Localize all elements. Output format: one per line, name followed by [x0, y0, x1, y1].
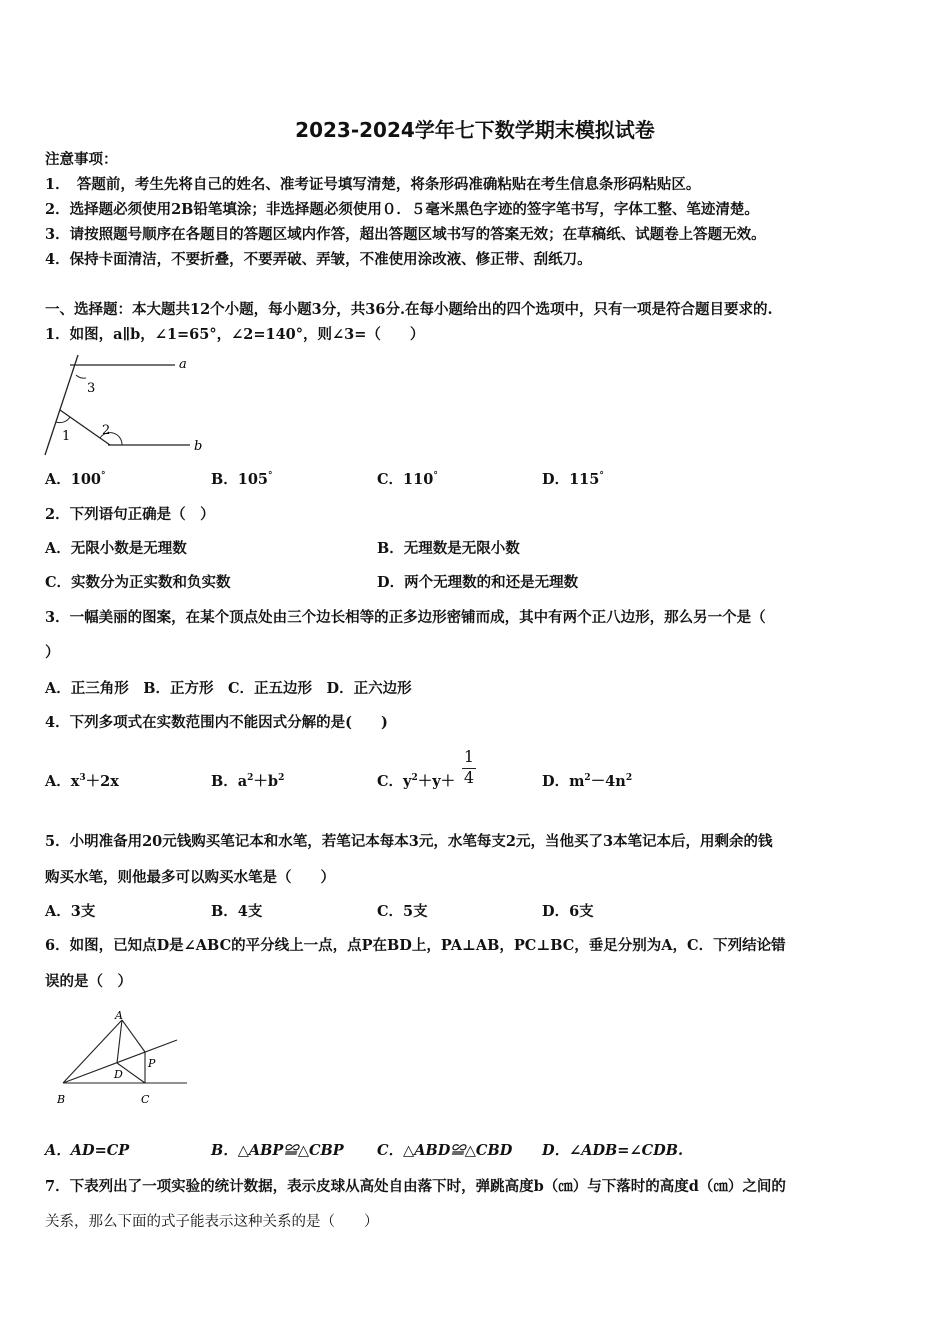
q6-stem-line1: 6．如图，已知点D是∠ABC的平分线上一点，点P在BD上，PA⊥AB，PC⊥BC，垂足分别为A，C．下列结论错 — [45, 937, 786, 954]
q6-fig-label-D: D — [114, 1068, 123, 1081]
section-heading: 一、选择题：本大题共12个小题，每小题3分，共36分.在每小题给出的四个选项中，只有一项是符合题目要求的. — [45, 301, 773, 318]
note-item-4: 4．保持卡面清洁，不要折叠，不要弄破、弄皱，不准使用涂改液、修正带、刮纸刀。 — [45, 251, 592, 268]
q4-stem: 4．下列多项式在实数范围内不能因式分解的是( ) — [45, 714, 388, 731]
q4-option-c: C．$y^2+y+$ — [377, 773, 456, 790]
q5-stem-line2: 购买水笔，则他最多可以购买水笔是（ ） — [45, 869, 335, 886]
q4-fraction-numerator: 1 — [463, 747, 475, 766]
q7-stem-line1: 7．下表列出了一项实验的统计数据，表示皮球从高处自由落下时，弹跳高度b（㎝）与下落时的高度d（㎝）之间的 — [45, 1178, 786, 1195]
q6-fig-label-C: C — [141, 1093, 150, 1106]
q6-fig-label-P: P — [148, 1057, 156, 1070]
q2-option-b: B．无理数是无限小数 — [377, 540, 520, 557]
q4-fraction — [462, 748, 476, 787]
q6-fig-label-A: A — [115, 1009, 123, 1022]
q1-option-d: D．115° — [542, 471, 604, 488]
q2-option-c: C．实数分为正实数和负实数 — [45, 574, 231, 591]
q5-option-d: D．6支 — [542, 903, 594, 920]
q6-option-c: C．△ABD≌△CBD — [377, 1142, 513, 1159]
q1-fig-label-2: 2 — [102, 423, 111, 438]
q1-fig-label-b: b — [194, 439, 203, 454]
q2-option-a: A．无限小数是无理数 — [45, 540, 187, 557]
q1-fig-label-3: 3 — [87, 381, 96, 396]
q4-fraction-denominator: 4 — [463, 768, 475, 787]
q1-option-c: C．110° — [377, 471, 438, 488]
q5-option-a: A．3支 — [45, 903, 96, 920]
q5-option-c: C．5支 — [377, 903, 428, 920]
q1-figure — [40, 350, 220, 460]
q4-option-b: B．$a^2+b^2$ — [211, 773, 285, 790]
q6-option-d: D．∠ADB=∠CDB. — [542, 1142, 684, 1159]
q6-option-b: B．△ABP≌△CBP — [211, 1142, 344, 1159]
note-item-3: 3．请按照题号顺序在各题目的答题区域内作答，超出答题区域书写的答案无效；在草稿纸、试题卷上答题无效。 — [45, 226, 766, 243]
q2-stem: 2．下列语句正确是（ ） — [45, 506, 215, 523]
q5-stem-line1: 5．小明准备用20元钱购买笔记本和水笔，若笔记本每本3元，水笔每支2元，当他买了3本笔记本后，用剩余的钱 — [45, 833, 773, 850]
q6-fig-label-B: B — [57, 1093, 66, 1106]
q4-option-d: D．$m^2-4n^2$ — [542, 773, 633, 790]
note-item-1: 1． 答题前，考生先将自己的姓名、准考证号填写清楚，将条形码准确粘贴在考生信息条形码粘贴区。 — [45, 176, 701, 193]
q6-stem-line2: 误的是（ ） — [45, 973, 132, 990]
q1-fig-label-a: a — [179, 357, 187, 372]
q1-option-b: B．105° — [211, 471, 273, 488]
q1-option-a: A．100° — [45, 471, 106, 488]
note-item-2: 2．选择题必须使用2B铅笔填涂；非选择题必须使用０．５毫米黑色字迹的签字笔书写，字体工整、笔迹清楚。 — [45, 201, 759, 218]
q2-option-d: D．两个无理数的和还是无理数 — [377, 574, 579, 591]
q3-stem-line1: 3．一幅美丽的图案，在某个顶点处由三个边长相等的正多边形密铺而成，其中有两个正八边形，那么另一个是（ — [45, 609, 766, 626]
q1-stem: 1．如图，a∥b，∠1=65°，∠2=140°，则∠3=（ ） — [45, 326, 425, 343]
q6-option-a: A．AD=CP — [45, 1142, 130, 1159]
notes-heading: 注意事项： — [45, 151, 118, 168]
page-title: 2023-2024学年七下数学期末模拟试卷 — [295, 118, 655, 142]
q3-options: A．正三角形 B．正方形 C．正五边形 D．正六边形 — [45, 680, 412, 697]
q7-stem-line2: 关系，那么下面的式子能表示这种关系的是（ ） — [45, 1214, 379, 1230]
q4-option-a: A．$x^3+2x$ — [45, 773, 119, 790]
q6-figure — [45, 1005, 195, 1110]
q5-option-b: B．4支 — [211, 903, 263, 920]
q3-stem-line2: ） — [45, 644, 60, 661]
q1-fig-label-1: 1 — [62, 429, 71, 444]
